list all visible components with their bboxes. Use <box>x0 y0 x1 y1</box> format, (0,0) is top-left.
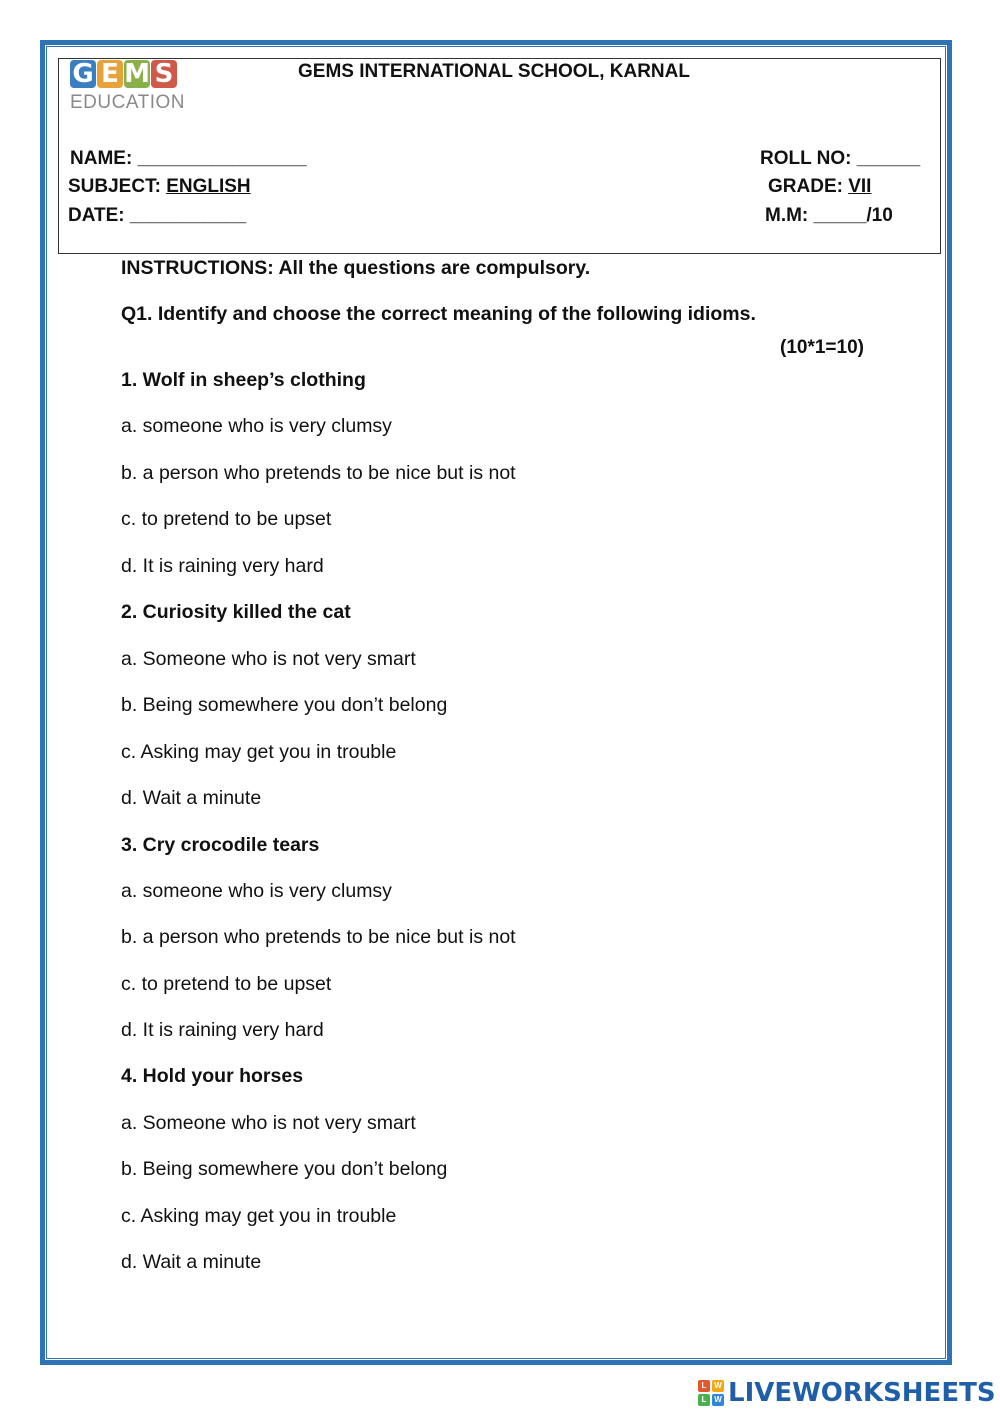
option-3d[interactable]: d. It is raining very hard <box>121 1019 324 1041</box>
option-3c[interactable]: c. to pretend to be upset <box>121 973 332 995</box>
option-2b[interactable]: b. Being somewhere you don’t belong <box>121 694 448 716</box>
liveworksheets-brand: LIVEWORKSHEETS <box>728 1378 996 1408</box>
grade-value: VII <box>848 176 872 197</box>
question-title-1: 1. Wolf in sheep’s clothing <box>121 369 366 391</box>
option-1d[interactable]: d. It is raining very hard <box>121 555 324 577</box>
question-title-2: 2. Curiosity killed the cat <box>121 601 351 623</box>
liveworksheets-logo <box>698 1378 996 1408</box>
mm-label: M.M: <box>765 205 814 226</box>
school-title: GEMS INTERNATIONAL SCHOOL, KARNAL <box>298 61 690 82</box>
q1-heading: Q1. Identify and choose the correct meaning of the following idioms. <box>121 303 756 325</box>
option-1b[interactable]: b. a person who pretends to be nice but is not <box>121 462 516 484</box>
option-4b[interactable]: b. Being somewhere you don’t belong <box>121 1158 448 1180</box>
max-marks-field <box>765 205 893 227</box>
roll-blank[interactable]: ______ <box>856 148 921 169</box>
subject-value: ENGLISH <box>166 176 251 197</box>
roll-label: ROLL NO: <box>760 148 857 169</box>
logo-subtitle: EDUCATION <box>70 92 185 113</box>
liveworksheets-icon <box>698 1380 724 1406</box>
q1-marks: (10*1=10) <box>780 337 864 358</box>
grade-field <box>768 176 871 198</box>
logo-word <box>70 60 190 88</box>
mm-blank[interactable]: _____ <box>813 205 867 226</box>
instructions: INSTRUCTIONS: All the questions are compulsory. <box>121 257 591 279</box>
logo-letter-m: M <box>124 59 150 89</box>
gems-education-logo <box>70 60 190 120</box>
date-label: DATE: <box>68 205 130 226</box>
option-2a[interactable]: a. Someone who is not very smart <box>121 648 416 670</box>
option-2c[interactable]: c. Asking may get you in trouble <box>121 741 397 763</box>
lw-icon-cell-1: L <box>698 1380 710 1392</box>
option-4a[interactable]: a. Someone who is not very smart <box>121 1112 416 1134</box>
date-blank[interactable]: ___________ <box>129 205 247 226</box>
option-4c[interactable]: c. Asking may get you in trouble <box>121 1205 397 1227</box>
question-title-3: 3. Cry crocodile tears <box>121 834 320 856</box>
logo-letter-g: G <box>70 60 96 88</box>
option-1c[interactable]: c. to pretend to be upset <box>121 508 332 530</box>
name-label: NAME: <box>70 148 138 169</box>
name-field <box>70 148 307 170</box>
lw-icon-cell-4: W <box>712 1394 724 1406</box>
option-1a[interactable]: a. someone who is very clumsy <box>121 415 392 437</box>
mm-total: /10 <box>866 205 893 226</box>
logo-letter-s: S <box>151 60 177 88</box>
roll-field <box>760 148 920 170</box>
subject-field <box>68 176 251 198</box>
date-field <box>68 205 246 227</box>
grade-label: GRADE: <box>768 176 849 197</box>
lw-icon-cell-3: L <box>698 1394 710 1406</box>
subject-label: SUBJECT: <box>68 176 167 197</box>
option-2d[interactable]: d. Wait a minute <box>121 787 262 809</box>
lw-icon-cell-2: W <box>712 1380 724 1392</box>
name-blank[interactable]: ________________ <box>137 148 307 169</box>
option-3b[interactable]: b. a person who pretends to be nice but is not <box>121 926 516 948</box>
question-title-4: 4. Hold your horses <box>121 1065 304 1087</box>
option-3a[interactable]: a. someone who is very clumsy <box>121 880 392 902</box>
option-4d[interactable]: d. Wait a minute <box>121 1251 262 1273</box>
logo-letter-e: E <box>97 60 123 88</box>
